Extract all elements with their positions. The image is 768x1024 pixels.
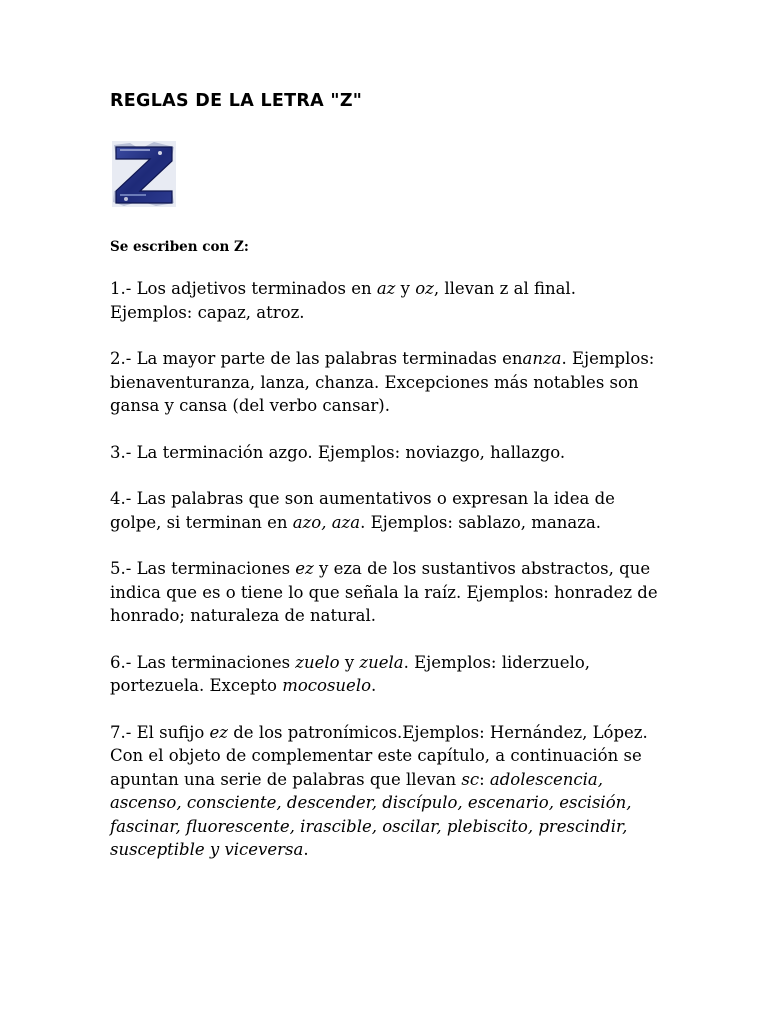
- text-run: , llevan z al final. Ejemplos: capaz, atroz.: [110, 279, 576, 322]
- italic-term: adolescencia, ascenso, consciente, descender, discípulo, escenario, escisión, fascinar, fluorescente, irascible, oscilar, plebiscito, prescindir, susceptible y viceversa: [110, 769, 632, 859]
- section-subhead: Se escriben con Z:: [110, 239, 249, 255]
- text-run: :: [479, 769, 490, 789]
- rule-item: [110, 347, 658, 418]
- closing-paragraph: [110, 744, 658, 862]
- text-run: 3.- La terminación azgo. Ejemplos: noviazgo, hallazgo.: [110, 442, 566, 462]
- rules-list: [110, 277, 658, 744]
- text-run: 4.- Las palabras que son aumentativos o expresan la idea de golpe, si terminan en: [110, 489, 615, 532]
- italic-term: zuelo: [295, 652, 340, 672]
- page-title: REGLAS DE LA LETRA "Z": [110, 91, 363, 111]
- letter-z-logo-icon: [110, 139, 178, 209]
- text-run: de los patronímicos.Ejemplos: Hernández, López.: [228, 722, 648, 742]
- italic-term: ez: [209, 722, 228, 742]
- text-run: . Ejemplos: liderzuelo, portezuela. Excepto: [110, 652, 591, 695]
- rule-item: [110, 651, 658, 698]
- text-run: .: [303, 840, 309, 859]
- rule-item: [110, 721, 658, 745]
- text-run: . Ejemplos: bienaventuranza, lanza, chanza. Excepciones más notables son gansa y cansa (del verbo cansar).: [110, 349, 655, 415]
- italic-term: sc: [461, 769, 480, 789]
- rule-item: [110, 557, 658, 628]
- text-run: y: [395, 279, 416, 298]
- text-run: 6.- Las terminaciones: [110, 652, 296, 672]
- rule-item: [110, 277, 658, 324]
- text-run: 1.- Los adjetivos terminados en: [110, 279, 377, 298]
- text-run: . Ejemplos: sablazo, manaza.: [360, 512, 602, 532]
- italic-term: az: [376, 279, 396, 298]
- rule-item: [110, 487, 658, 534]
- document-page: [110, 88, 658, 862]
- text-run: 2.- La mayor parte de las palabras terminadas en: [110, 349, 523, 368]
- italic-term: oz: [415, 279, 434, 298]
- text-run: y: [339, 652, 360, 672]
- italic-term: ez: [295, 559, 314, 578]
- text-run: 5.- Las terminaciones: [110, 559, 296, 578]
- italic-term: zuela: [359, 652, 404, 672]
- italic-term: mocosuelo: [282, 676, 372, 695]
- italic-term: anza: [522, 349, 562, 368]
- text-run: 7.- El sufijo: [110, 722, 210, 742]
- rule-item: [110, 441, 658, 465]
- italic-term: azo, aza: [292, 512, 361, 532]
- text-run: .: [371, 676, 377, 695]
- text-run: Con el objeto de complementar este capítulo, a continuación se apuntan una serie de palabras que llevan: [110, 746, 642, 789]
- text-run: y eza de los sustantivos abstractos, que indica que es o tiene lo que señala la raíz. Ejemplos: honradez de honrado; naturaleza de natural.: [110, 559, 658, 625]
